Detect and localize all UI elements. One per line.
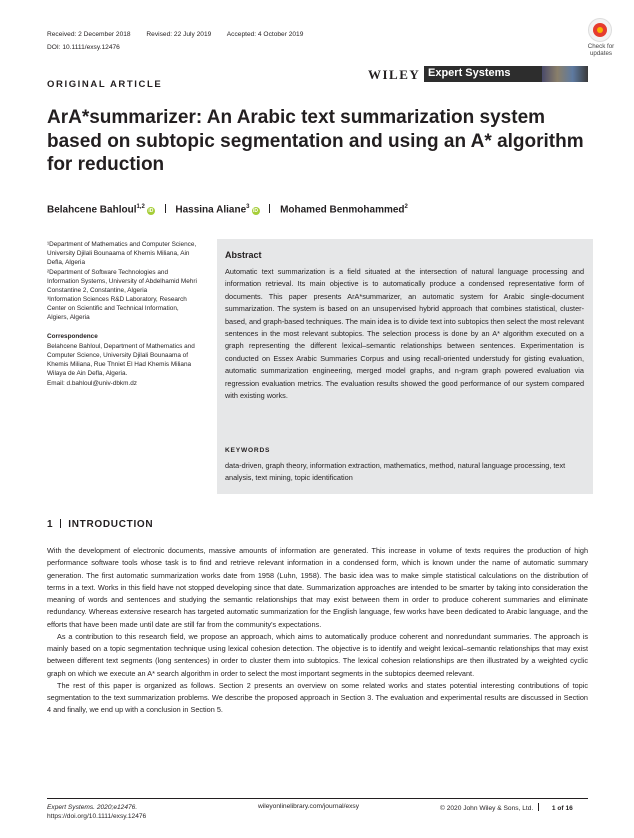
copyright: © 2020 John Wiley & Sons, Ltd.: [440, 805, 534, 812]
footer-rule: [47, 798, 588, 799]
section-heading: [47, 519, 153, 530]
doi: DOI: 10.1111/exsy.12476: [47, 44, 120, 51]
affiliation: ¹Department of Mathematics and Computer Science, University Djilali Bounaama of Khemis Miliana, Ain Defla, Algeria: [47, 241, 197, 266]
section-number: 1: [47, 519, 54, 530]
affiliations-column: [47, 241, 200, 390]
correspondence-heading: Correspondence: [47, 333, 98, 341]
abstract-heading: Abstract: [225, 250, 262, 260]
author-affiliation-marker: 2: [404, 204, 408, 210]
author-separator: [269, 204, 270, 213]
author-separator: [165, 204, 166, 213]
affiliation: ²Department of Software Technologies and Information Systems, University of Abdelhamid Mehri Constantine 2, Constantine, Algeria: [47, 268, 197, 294]
abstract-box: [217, 239, 593, 494]
body-paragraph: The rest of this paper is organized as follows. Section 2 presents an overview on some related works and states potential interesting contributions of topic segmentation to the text summarization problems. We describe the proposed approach in Section 3. The evaluation and experimental results are discussed in Section 4 and finally, we end up with a conclusion in Section 5.: [47, 680, 588, 715]
author-list: [47, 204, 408, 215]
keywords-heading: KEYWORDS: [225, 447, 271, 454]
doi-link[interactable]: https://doi.org/10.1111/exsy.12476: [47, 813, 147, 820]
body-paragraph: As a contribution to this research field, we propose an approach, which aims to automatically produce coherent and nonredundant summaries. The approach is mainly based on a topic segmentation technique using lexical cohesion detection. The objective is to identify and weight lexical–semantic relationships that may exist between different text segments (long sentences) in order to cluster them into subtopics. The lexical cohesion relationships are then illustrated by a weighted cyclic graph on which we execute an A* search algorithm in order to select the most important segments in the subtopics deemed relevant.: [47, 631, 588, 678]
affiliation: ³Information Sciences R&D Laboratory, Research Center on Scientific and Technical Information, Algiers, Algeria: [47, 296, 187, 322]
footer-right: [440, 803, 573, 812]
author-name: Hassina Aliane: [175, 204, 247, 216]
author-name: Belahcene Bahloul: [47, 204, 137, 216]
publication-dates: [47, 31, 317, 39]
check-for-updates-label: Check for updates: [587, 43, 615, 57]
keywords-text: data-driven, graph theory, information extraction, mathematics, method, natural language processing, text analysis, text mining, topic identification: [225, 461, 566, 483]
correspondence-address: Belahcene Bahloul, Department of Mathematics and Computer Science, University Djilali Bounaama of Khemis Miliana, Rue Thniet El Had Khemis Miliana Wilaya de Ain Defla, Algeria.: [47, 343, 195, 377]
journal-website-link[interactable]: wileyonlinelibrary.com/journal/exsy: [258, 803, 360, 810]
journal-cover-art: [542, 66, 588, 82]
body-paragraph: With the development of electronic documents, massive amounts of information are generated. This increase in volume of texts requires the production of high performance software tools whose task is to find and retrieve relevant information in a condensed form, which is known under the name of automatic summary generation. The first automatic summarization works date from 1958 (Luhn, 1958). The basic idea was to make simple statistical calculations on the distribution of terms in a text. Works in this field have not stopped developing since that date. Summarization approaches are intended to be smarter by taking into consideration the meaning of words and sentences and studying the semantic relationships that may exist between them in order to produce coherent summaries and eliminate redundancy. Whereas extensive research has targeted automatic summarization for the English language, few works have been dedicated to Arabic language, and the efforts that have been made until date are still far from the community's expectations.: [47, 546, 588, 629]
journal-banner: [424, 66, 588, 82]
section-body: [47, 545, 588, 717]
journal-name: Expert Systems: [428, 67, 511, 79]
orcid-icon[interactable]: iD: [253, 208, 258, 215]
updates-icon: [588, 18, 612, 42]
page-number: 1 of 16: [551, 805, 573, 812]
journal-reference: Expert Systems. 2020;e12476.: [47, 804, 138, 811]
author-name: Mohamed Benmohammed: [280, 204, 405, 216]
author-affiliation-marker: 3: [246, 204, 250, 210]
revised-date: Revised: 22 July 2019: [146, 31, 212, 38]
footer-separator: [538, 803, 539, 811]
article-type: ORIGINAL ARTICLE: [47, 79, 163, 90]
publisher-logo: WILEY: [368, 67, 421, 82]
accepted-date: Accepted: 4 October 2019: [226, 31, 304, 38]
section-separator: [60, 519, 61, 528]
orcid-icon[interactable]: iD: [148, 208, 154, 215]
footer-citation: [47, 803, 146, 821]
correspondence-email[interactable]: Email: d.bahloul@univ-dbkm.dz: [47, 379, 137, 387]
check-for-updates-badge[interactable]: [579, 16, 623, 60]
author-affiliation-marker: 1,2: [136, 204, 145, 210]
abstract-text: Automatic text summarization is a field situated at the intersection of natural language processing and information retrieval. Its main objective is to automatically produce a condensed representative form of documents. This paper presents ArA*summarizer, an automatic system for Arabic single-document summarization. The system is based on an unsupervised hybrid approach that combines statistical, cluster-based, and graph-based techniques. The main idea is to divide text into subtopics then select the most relevant sentences in the most relevant subtopics. The selection process is done by an A* algorithm executed on a graph representing the different lexical–semantic relationships between sentences. Experimentation is conducted on Essex Arabic Summaries Corpus and using recall-oriented understudy for gisting evaluation, automatic summarization engineering, merged model graphs, and n-gram graph powered evaluation via regression evaluation metrics. The evaluation results showed the good performance of our system compared with existing works.: [225, 267, 584, 401]
received-date: Received: 2 December 2018: [47, 31, 131, 38]
section-title: INTRODUCTION: [68, 519, 154, 530]
paper-title: ArA*summarizer: An Arabic text summarization system based on subtopic segmentation and using an A* algorithm for reduction: [47, 107, 584, 175]
